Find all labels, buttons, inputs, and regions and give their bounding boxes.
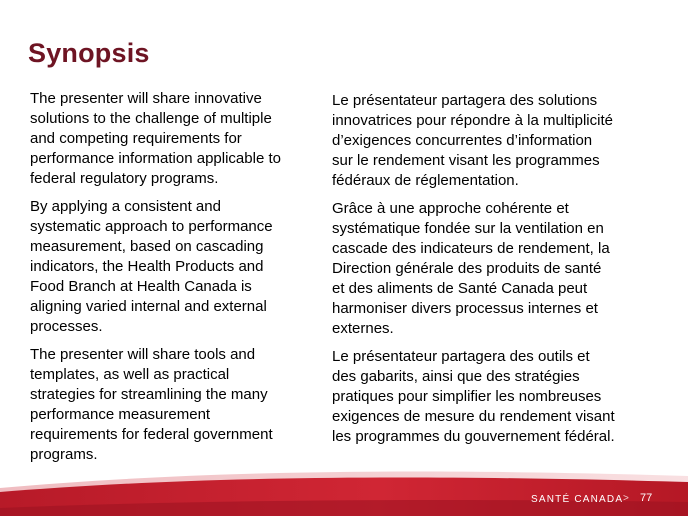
page-number: 77 <box>640 492 653 504</box>
english-paragraph-1: The presenter will share innovative solutions to the challenge of multiple and competing requirements for performance information applicable to federal regulatory programs. <box>30 90 281 187</box>
french-paragraph-1: Le présentateur partagera des solutions innovatrices pour répondre à la multiplicité d’exigences concurrentes d’information sur le rendement visant les programmes fédéraux de réglementation. <box>332 92 613 189</box>
french-paragraph-3: Le présentateur partagera des outils et des gabarits, ainsi que des stratégies pratiques pour simplifier les nombreuses exigences de mesure du rendement visant les programmes du gouvernement fédéral. <box>332 348 615 445</box>
footer-brand: SANTÉ CANADA <box>531 494 624 505</box>
footer-band <box>0 462 688 516</box>
footer-separator: > <box>623 493 629 504</box>
french-column <box>332 91 648 455</box>
english-paragraph-2: By applying a consistent and systematic approach to performance measurement, based on cascading indicators, the Health Products and Food Branch at Health Canada is aligning varied internal and external processes. <box>30 198 273 335</box>
english-column <box>30 89 320 473</box>
english-paragraph-3: The presenter will share tools and templates, as well as practical strategies for streamlining the many performance measurement requirements for federal government programs. <box>30 346 273 463</box>
slide-title: Synopsis <box>28 38 150 68</box>
footer-wave-graphic <box>0 462 688 516</box>
french-paragraph-2: Grâce à une approche cohérente et systématique fondée sur la ventilation en cascade des indicateurs de rendement, la Direction générale des produits de santé et des aliments de Santé Canada peut harmoniser divers processus internes et externes. <box>332 200 610 337</box>
